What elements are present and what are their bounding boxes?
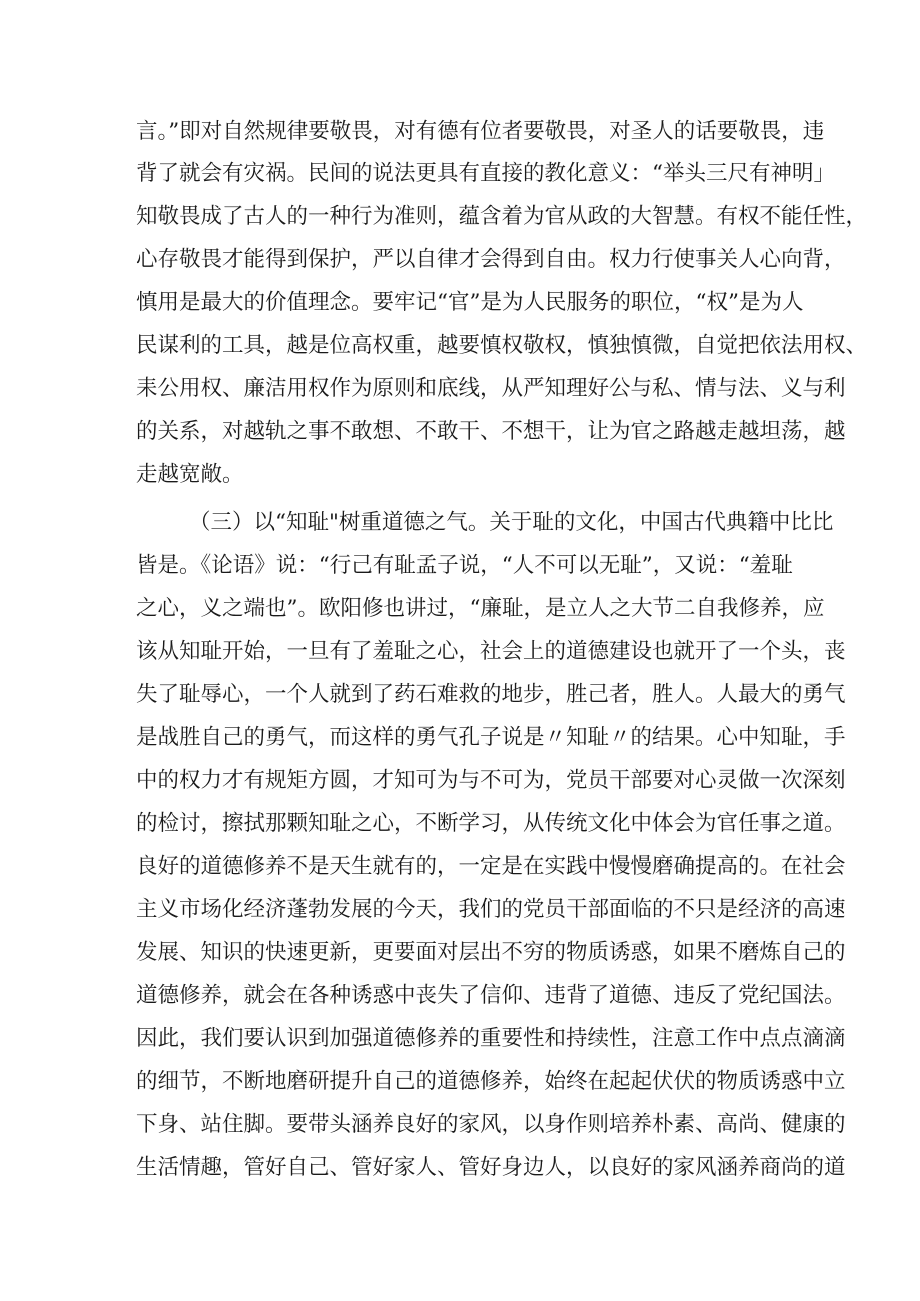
text-line: 知敬畏成了古人的一种行为准则，蕴含着为官从政的大智慧。有权不能任性， [136, 204, 868, 229]
section-heading-line: （三）以“知耻"树重道德之气。关于耻的文化，中国古代典籍中比比 [189, 510, 834, 535]
text-line: 心存敬畏才能得到保护，严以自律才会得到自由。权力行使事关人心向背， [136, 247, 846, 272]
text-line: 生活情趣，管好自己、管好家人、管好身边人，以良好的家风涵养商尚的道 [136, 1155, 846, 1180]
text-line: 之心，义之端也”。欧阳修也讲过，“廉耻，是立人之大节二自我修养，应 [136, 596, 825, 621]
text-line: 走越宽敞。 [136, 462, 244, 487]
text-line: 民谋利的工具，越是位高权重，越要慎权敬权，慎独慎微，自觉把依法用权、 [136, 333, 868, 358]
text-line: 慎用是最大的价值理念。要牢记“官”是为人民服务的职位，“权”是为人 [136, 290, 804, 315]
text-line: 中的权力才有规矩方圆，才知可为与不可为，党员干部要对心灵做一次深刻 [136, 768, 846, 793]
text-line: 耒公用权、廉洁用权作为原则和底线，从严知理好公与私、情与法、义与利 [136, 376, 846, 401]
text-line: 因此，我们要认识到加强道德修养的重要性和持续性，注意工作中点点滴滴 [136, 1026, 846, 1051]
text-line: 的关系，对越轨之事不敢想、不敢干、不想干，让为官之路越走越坦荡，越 [136, 419, 846, 444]
text-line: 下身、站住脚。要带头涵养良好的家风，以身作则培养朴素、高尚、健康的 [136, 1112, 846, 1137]
text-line: 言。”即对自然规律要敬畏，对有德有位者要敬畏，对圣人的话要敬畏，违 [136, 119, 825, 144]
text-line: 背了就会有灾祸。民间的说法更具有直接的教化意义：“举头三尺有神明」 [136, 161, 835, 186]
text-line: 失了耻辱心，一个人就到了药石难救的地步，胜己者，胜人。人最大的勇气 [136, 682, 846, 707]
text-line: 的检讨，擦拭那颗知耻之心，不断学习，从传统文化中体会为官任事之道。 [136, 811, 846, 836]
text-line: 良好的道德修养不是天生就有的，一定是在实践中慢慢磨确提高的。在社会 [136, 854, 846, 879]
text-line: 该从知耻开始，一旦有了羞耻之心，社会上的道德建设也就开了一个头，丧 [136, 639, 846, 664]
text-line: 是战胜自己的勇气，而这样的勇气孔子说是〃知耻〃的结果。心中知耻，手 [136, 725, 846, 750]
text-line: 发展、知识的快速更新，更要面对层出不穷的物质诱惑，如果不磨炼自己的 [136, 940, 846, 965]
text-line: 的细节，不断地磨研提升自己的道德修养，始终在起起伏伏的物质诱惑中立 [136, 1069, 846, 1094]
text-line: 皆是。《论语》说：“行己有耻孟子说，“人不可以无耻”，又说：“羞耻 [136, 553, 793, 578]
text-line: 道德修养，就会在各种诱惑中丧失了信仰、违背了道德、违反了党纪国法。 [136, 983, 846, 1008]
text-line: 主义市场化经济蓬勃发展的今天，我们的党员干部面临的不只是经济的高速 [136, 897, 846, 922]
